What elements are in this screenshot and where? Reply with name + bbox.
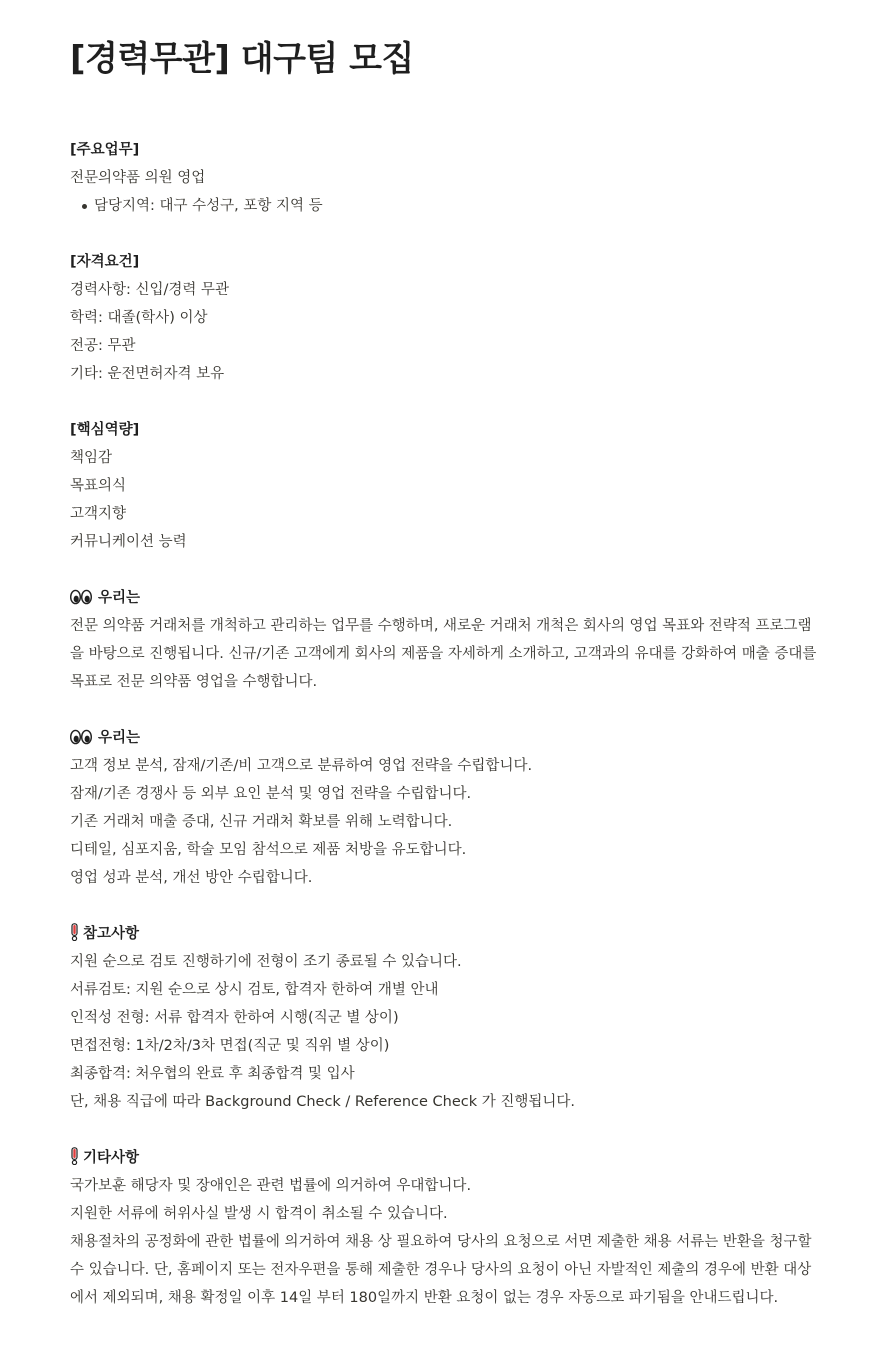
section-heading-text: 기타사항 xyxy=(83,1150,140,1166)
text-line: 전문의약품 의원 영업 xyxy=(70,170,206,186)
text-line: 목표의식 xyxy=(70,478,127,494)
text-line: 잠재/기존 경쟁사 등 외부 요인 분석 및 영업 전략을 수립합니다. xyxy=(70,786,472,802)
text-line: 고객지향 xyxy=(70,506,127,522)
section-notes xyxy=(70,920,821,1116)
bullet-dot-icon xyxy=(82,204,87,209)
text-paragraph: 전문 의약품 거래처를 개척하고 관리하는 업무를 수행하며, 새로운 거래처 개척은 회사의 영업 목표와 전략적 프로그램을 바탕으로 진행됩니다. 신규/기존 고객에게 회사의 제품을 자세하게 소개하고, 고객과의 유대를 강화하여 매출 증대를 목표로 전문 의약품 영업을 수행합니다. xyxy=(70,618,817,690)
eyes-icon xyxy=(70,589,92,605)
exclamation-icon xyxy=(70,1147,79,1165)
section-duties xyxy=(70,136,821,220)
text-line: 영업 성과 분석, 개선 방안 수립합니다. xyxy=(70,870,313,886)
text-line: 책임감 xyxy=(70,450,113,466)
text-line: 전공: 무관 xyxy=(70,338,136,354)
text-line: 최종합격: 처우협의 완료 후 최종합격 및 입사 xyxy=(70,1066,355,1082)
section-heading xyxy=(70,724,821,752)
section-etc xyxy=(70,1144,821,1312)
text-line: 인적성 전형: 서류 합격자 한하여 시행(직군 별 상이) xyxy=(70,1010,399,1026)
section-about-1 xyxy=(70,584,821,696)
text-line: 커뮤니케이션 능력 xyxy=(70,534,187,550)
text-line: 경력사항: 신입/경력 무관 xyxy=(70,282,230,298)
text-line: 국가보훈 해당자 및 장애인은 관련 법률에 의거하여 우대합니다. xyxy=(70,1178,472,1194)
text-paragraph: 채용절차의 공정화에 관한 법률에 의거하여 채용 상 필요하여 당사의 요청으로 서면 제출한 채용 서류는 반환을 청구할 수 있습니다. 단, 홈페이지 또는 전자우편을 통해 제출한 경우나 당사의 요청이 아닌 자발적인 제출의 경우에 반환 대상에서 제외되며, 채용 확정일 이후 14일 부터 180일까지 반환 요청이 없는 경우 자동으로 파기됨을 안내드립니다. xyxy=(70,1234,812,1306)
section-heading: [자격요건] xyxy=(70,254,140,270)
section-heading-text: 참고사항 xyxy=(83,926,140,942)
text-line: 기존 거래처 매출 증대, 신규 거래처 확보를 위해 노력합니다. xyxy=(70,814,453,830)
text-line: 고객 정보 분석, 잠재/기존/비 고객으로 분류하여 영업 전략을 수립합니다. xyxy=(70,758,533,774)
section-heading: [핵심역량] xyxy=(70,422,140,438)
text-line: 지원한 서류에 허위사실 발생 시 합격이 취소될 수 있습니다. xyxy=(70,1206,448,1222)
section-heading: [주요업무] xyxy=(70,142,140,158)
section-heading xyxy=(70,1144,821,1172)
section-competencies xyxy=(70,416,821,556)
page-title: [경력무관] 대구팀 모집 xyxy=(70,39,414,79)
list-item-text: 담당지역: 대구 수성구, 포항 지역 등 xyxy=(94,198,323,214)
text-line: 기타: 운전면허자격 보유 xyxy=(70,366,225,382)
text-line: 서류검토: 지원 순으로 상시 검토, 합격자 한하여 개별 안내 xyxy=(70,982,439,998)
section-heading-text: 우리는 xyxy=(98,730,141,746)
exclamation-icon xyxy=(70,923,79,941)
section-heading xyxy=(70,920,821,948)
text-line: 디테일, 심포지움, 학술 모임 참석으로 제품 처방을 유도합니다. xyxy=(70,842,467,858)
text-line: 학력: 대졸(학사) 이상 xyxy=(70,310,208,326)
section-heading-text: 우리는 xyxy=(98,590,141,606)
text-line: 단, 채용 직급에 따라 Background Check / Reference Check 가 진행됩니다. xyxy=(70,1094,576,1110)
text-line: 면접전형: 1차/2차/3차 면접(직군 및 직위 별 상이) xyxy=(70,1038,390,1054)
section-heading xyxy=(70,584,821,612)
eyes-icon xyxy=(70,729,92,745)
list-item xyxy=(70,192,821,220)
text-line: 지원 순으로 검토 진행하기에 전형이 조기 종료될 수 있습니다. xyxy=(70,954,462,970)
section-qualifications xyxy=(70,248,821,388)
section-about-2 xyxy=(70,724,821,892)
